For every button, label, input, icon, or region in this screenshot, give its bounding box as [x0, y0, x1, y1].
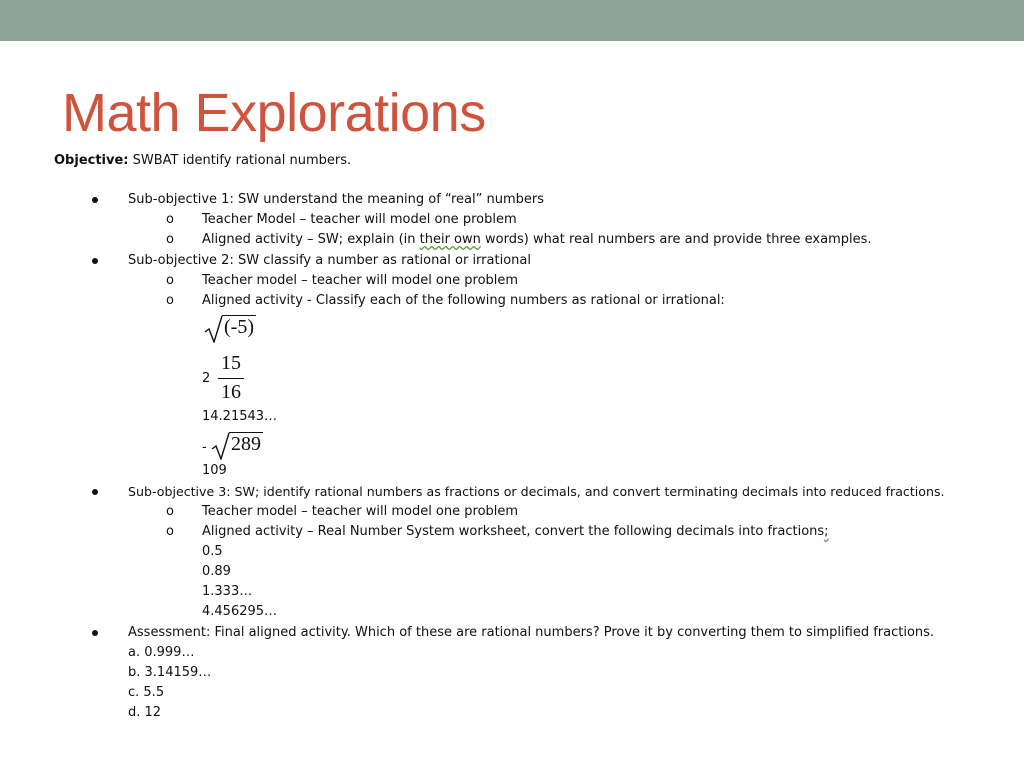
decimal-item: 0.89	[202, 564, 231, 579]
bullet-dot	[92, 489, 98, 495]
sub1-activity-end: words) what real numbers are and provide three examples.	[480, 232, 872, 247]
decimal-example: 14.21543…	[202, 409, 278, 424]
radical-sign-icon	[204, 315, 224, 343]
sqrt-neg5-expression	[204, 315, 256, 343]
sub2-aligned-activity: Aligned activity - Classify each of the following numbers as rational or irrational:	[202, 293, 725, 308]
objective-line	[54, 153, 351, 169]
fraction-numerator: 15	[221, 352, 241, 374]
negative-sign: -	[202, 440, 207, 455]
sub-item-marker: o	[166, 273, 174, 288]
sub-item-marker: o	[166, 232, 174, 247]
sub2-teacher-model: Teacher model – teacher will model one problem	[202, 273, 519, 288]
sub1-aligned-activity	[202, 232, 872, 248]
sub-objective-1: Sub-objective 1: SW understand the meaning of “real” numbers	[128, 192, 544, 207]
assessment-text: Assessment: Final aligned activity. Which of these are rational numbers? Prove it by converting them to simplified fractions.	[128, 625, 935, 640]
assessment-item: c. 5.5	[128, 685, 165, 700]
assessment-item: b. 3.14159…	[128, 665, 212, 680]
decimal-item: 0.5	[202, 544, 223, 559]
slide-title: Math Explorations	[62, 83, 486, 143]
objective-text: SWBAT identify rational numbers.	[128, 153, 352, 168]
sub1-teacher-model: Teacher Model – teacher will model one problem	[202, 212, 517, 227]
sub-item-marker: o	[166, 293, 174, 308]
sub-item-marker: o	[166, 524, 174, 539]
fraction-denominator: 16	[221, 381, 241, 403]
sub3-activity-text: Aligned activity – Real Number System worksheet, convert the following decimals into fractions	[202, 524, 825, 539]
assessment-item: d. 12	[128, 705, 162, 720]
fraction-bar	[218, 378, 244, 379]
sub3-aligned-activity	[202, 524, 829, 540]
mixed-number-whole: 2	[202, 371, 211, 386]
radical-sign-icon	[211, 432, 231, 460]
bullet-dot	[92, 630, 98, 636]
sub-objective-2: Sub-objective 2: SW classify a number as rational or irrational	[128, 253, 531, 268]
spellcheck-underlined-text: their own	[419, 232, 481, 247]
objective-label: Objective:	[54, 153, 129, 168]
sub-item-marker: o	[166, 212, 174, 227]
sub1-activity-start: Aligned activity – SW; explain (in	[202, 232, 420, 247]
sub3-teacher-model: Teacher model – teacher will model one problem	[202, 504, 519, 519]
bullet-dot	[92, 197, 98, 203]
radicand: 289	[231, 433, 261, 455]
sub-objective-3: Sub-objective 3: SW; identify rational numbers as fractions or decimals, and convert terminating decimals into reduced fractions.	[128, 484, 945, 499]
bullet-dot	[92, 258, 98, 264]
decimal-item: 1.333…	[202, 584, 253, 599]
radicand: (-5)	[224, 316, 254, 338]
assessment-item: a. 0.999…	[128, 645, 195, 660]
sub-item-marker: o	[166, 504, 174, 519]
integer-example: 109	[202, 463, 227, 478]
decimal-item: 4.456295…	[202, 604, 278, 619]
sqrt-289-expression	[211, 432, 263, 460]
spellcheck-underlined-text: ;	[824, 524, 829, 539]
